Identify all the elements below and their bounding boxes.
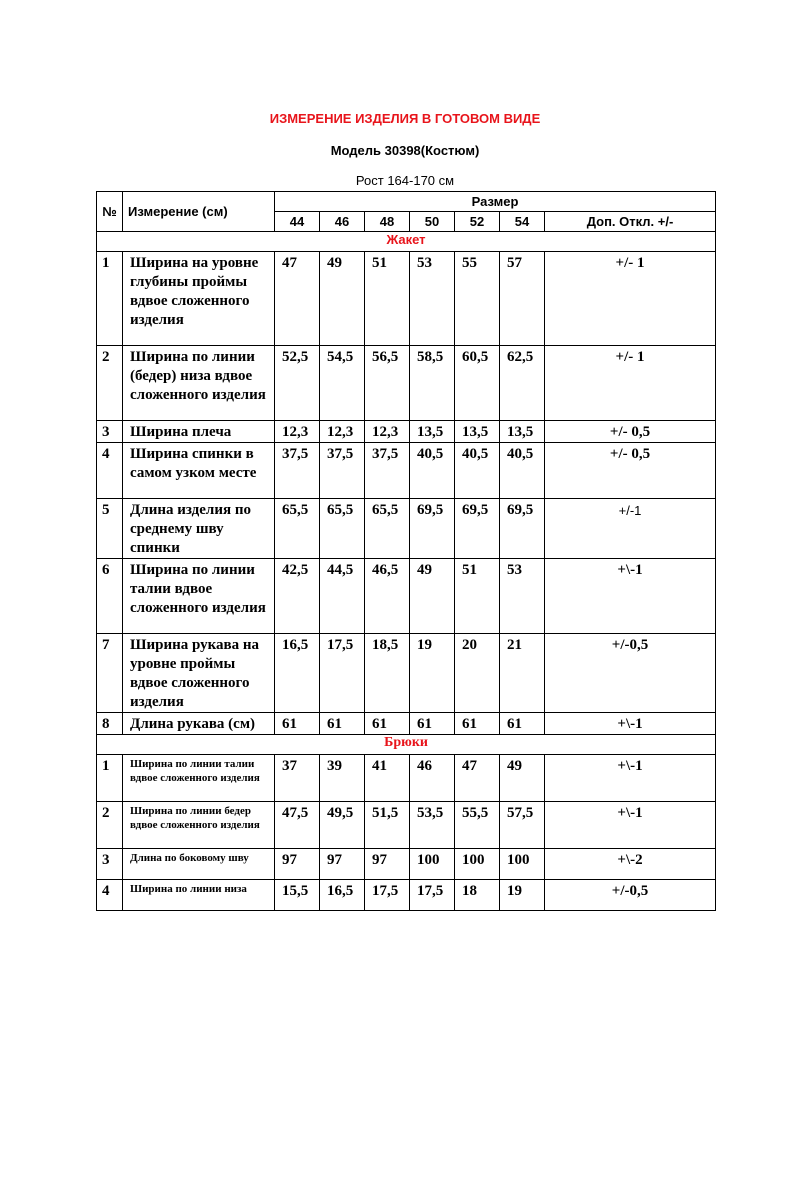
table-row [97, 499, 716, 559]
table-row [97, 346, 716, 421]
header-size-52: 52 [455, 212, 500, 232]
measurement-name: Длина по боковому шву [123, 849, 275, 880]
size-value-46: 12,3 [320, 421, 365, 443]
size-value-46: 61 [320, 713, 365, 735]
document-title: ИЗМЕРЕНИЕ ИЗДЕЛИЯ В ГОТОВОМ ВИДЕ [269, 111, 541, 126]
size-value-54: 49 [500, 755, 545, 802]
size-value-52: 60,5 [455, 346, 500, 421]
section-row-trousers [97, 735, 716, 755]
header-size-50: 50 [410, 212, 455, 232]
size-value-52: 55,5 [455, 802, 500, 849]
header-size: Размер [275, 192, 716, 212]
size-value-44: 65,5 [275, 499, 320, 559]
size-value-50: 61 [410, 713, 455, 735]
size-value-50: 69,5 [410, 499, 455, 559]
tolerance-value: +/-1 [545, 499, 716, 559]
measurement-name: Ширина плеча [123, 421, 275, 443]
measurement-name: Ширина по линии (бедер) низа вдвое сложенного изделия [123, 346, 275, 421]
measurement-table [96, 191, 716, 911]
size-value-48: 56,5 [365, 346, 410, 421]
size-value-54: 13,5 [500, 421, 545, 443]
size-value-52: 51 [455, 559, 500, 634]
size-value-46: 49 [320, 252, 365, 346]
size-value-46: 17,5 [320, 634, 365, 713]
size-value-48: 61 [365, 713, 410, 735]
size-value-50: 100 [410, 849, 455, 880]
size-value-50: 13,5 [410, 421, 455, 443]
table-row [97, 713, 716, 735]
model-subtitle: Модель 30398(Костюм) [330, 143, 480, 158]
table-row [97, 252, 716, 346]
size-value-48: 18,5 [365, 634, 410, 713]
table-row [97, 443, 716, 499]
size-value-48: 51 [365, 252, 410, 346]
tolerance-value: +\-1 [545, 559, 716, 634]
header-size-44: 44 [275, 212, 320, 232]
measurement-name: Ширина на уровне глубины проймы вдвое сложенного изделия [123, 252, 275, 346]
size-value-48: 17,5 [365, 880, 410, 911]
size-value-50: 53 [410, 252, 455, 346]
size-value-48: 37,5 [365, 443, 410, 499]
section-title-jacket: Жакет [97, 232, 716, 252]
size-value-44: 61 [275, 713, 320, 735]
size-value-54: 62,5 [500, 346, 545, 421]
size-value-50: 46 [410, 755, 455, 802]
section-title-trousers: Брюки [97, 735, 716, 755]
height-note: Рост 164-170 см [355, 173, 455, 188]
header-size-48: 48 [365, 212, 410, 232]
size-value-46: 97 [320, 849, 365, 880]
size-value-52: 47 [455, 755, 500, 802]
size-value-54: 53 [500, 559, 545, 634]
size-value-52: 55 [455, 252, 500, 346]
size-value-48: 46,5 [365, 559, 410, 634]
table-row [97, 849, 716, 880]
tolerance-value: +/- 1 [545, 346, 716, 421]
table-row [97, 559, 716, 634]
header-row-top [97, 192, 716, 212]
row-number: 8 [97, 713, 123, 735]
header-num: № [97, 192, 123, 232]
row-number: 1 [97, 252, 123, 346]
measurement-name: Ширина по линии низа [123, 880, 275, 911]
size-value-54: 40,5 [500, 443, 545, 499]
header-measurement: Измерение (см) [123, 192, 275, 232]
size-value-50: 49 [410, 559, 455, 634]
tolerance-value: +/- 1 [545, 252, 716, 346]
size-value-50: 40,5 [410, 443, 455, 499]
size-value-44: 12,3 [275, 421, 320, 443]
size-value-54: 61 [500, 713, 545, 735]
row-number: 6 [97, 559, 123, 634]
size-value-46: 39 [320, 755, 365, 802]
header-size-46: 46 [320, 212, 365, 232]
table-body [97, 192, 716, 911]
size-value-46: 54,5 [320, 346, 365, 421]
size-value-54: 100 [500, 849, 545, 880]
size-value-52: 61 [455, 713, 500, 735]
size-value-48: 51,5 [365, 802, 410, 849]
header-deviation: Доп. Откл. +/- [545, 212, 716, 232]
size-value-52: 40,5 [455, 443, 500, 499]
size-value-44: 15,5 [275, 880, 320, 911]
size-value-44: 47 [275, 252, 320, 346]
row-number: 1 [97, 755, 123, 802]
size-value-44: 47,5 [275, 802, 320, 849]
row-number: 7 [97, 634, 123, 713]
size-value-54: 21 [500, 634, 545, 713]
size-value-52: 13,5 [455, 421, 500, 443]
tolerance-value: +\-2 [545, 849, 716, 880]
size-value-54: 69,5 [500, 499, 545, 559]
table-row [97, 421, 716, 443]
size-value-48: 41 [365, 755, 410, 802]
table-row [97, 802, 716, 849]
row-number: 2 [97, 802, 123, 849]
measurement-name: Ширина спинки в самом узком месте [123, 443, 275, 499]
size-value-52: 100 [455, 849, 500, 880]
measurement-name: Ширина по линии талии вдвое сложенного изделия [123, 559, 275, 634]
size-value-50: 53,5 [410, 802, 455, 849]
tolerance-value: +/- 0,5 [545, 443, 716, 499]
size-value-46: 49,5 [320, 802, 365, 849]
row-number: 4 [97, 443, 123, 499]
size-value-54: 57 [500, 252, 545, 346]
tolerance-value: +/-0,5 [545, 880, 716, 911]
row-number: 3 [97, 421, 123, 443]
row-number: 2 [97, 346, 123, 421]
size-value-50: 17,5 [410, 880, 455, 911]
size-value-44: 52,5 [275, 346, 320, 421]
size-value-54: 19 [500, 880, 545, 911]
tolerance-value: +\-1 [545, 755, 716, 802]
row-number: 4 [97, 880, 123, 911]
size-value-44: 16,5 [275, 634, 320, 713]
size-value-46: 44,5 [320, 559, 365, 634]
size-value-50: 19 [410, 634, 455, 713]
section-row-jacket [97, 232, 716, 252]
size-value-46: 65,5 [320, 499, 365, 559]
size-value-48: 65,5 [365, 499, 410, 559]
table-row [97, 880, 716, 911]
size-value-46: 16,5 [320, 880, 365, 911]
size-value-44: 42,5 [275, 559, 320, 634]
size-value-52: 18 [455, 880, 500, 911]
table-row [97, 755, 716, 802]
row-number: 3 [97, 849, 123, 880]
size-value-46: 37,5 [320, 443, 365, 499]
measurement-name: Длина изделия по среднему шву спинки [123, 499, 275, 559]
measurement-name: Длина рукава (см) [123, 713, 275, 735]
tolerance-value: +/-0,5 [545, 634, 716, 713]
tolerance-value: +\-1 [545, 802, 716, 849]
tolerance-value: +/- 0,5 [545, 421, 716, 443]
size-value-44: 37 [275, 755, 320, 802]
size-value-48: 12,3 [365, 421, 410, 443]
size-value-52: 69,5 [455, 499, 500, 559]
tolerance-value: +\-1 [545, 713, 716, 735]
measurement-name: Ширина по линии талии вдвое сложенного изделия [123, 755, 275, 802]
size-value-44: 37,5 [275, 443, 320, 499]
size-value-48: 97 [365, 849, 410, 880]
header-size-54: 54 [500, 212, 545, 232]
size-value-44: 97 [275, 849, 320, 880]
row-number: 5 [97, 499, 123, 559]
measurement-name: Ширина по линии бедер вдвое сложенного изделия [123, 802, 275, 849]
table-row [97, 634, 716, 713]
size-value-52: 20 [455, 634, 500, 713]
measurement-name: Ширина рукава на уровне проймы вдвое сложенного изделия [123, 634, 275, 713]
size-value-50: 58,5 [410, 346, 455, 421]
size-value-54: 57,5 [500, 802, 545, 849]
